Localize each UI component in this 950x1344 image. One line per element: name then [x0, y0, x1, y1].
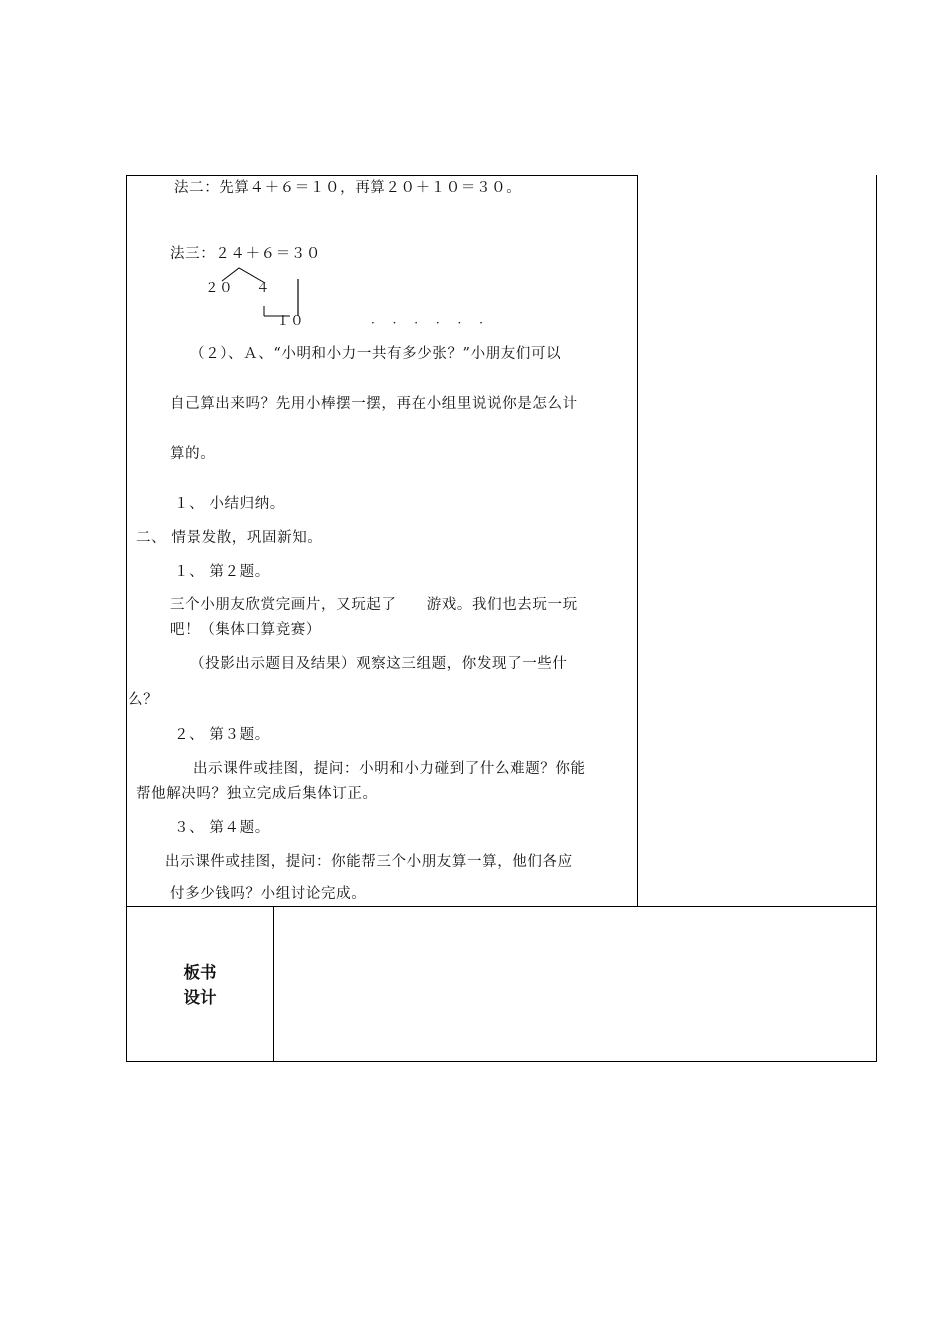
- method-three-text: 法三：２４＋６＝３０: [170, 246, 321, 262]
- split-right-number: ４: [256, 280, 271, 296]
- exercise-three-title: ２、 第３题。: [174, 727, 270, 743]
- board-design-content: [280, 912, 870, 1056]
- question-two-line-3: 算的。: [170, 446, 216, 462]
- exercise-four-title: ３、 第４题。: [174, 820, 270, 836]
- exercise-two-line-4: 么？: [128, 692, 159, 708]
- method-two-text: 法二：先算４＋６＝１０，再算２０＋１０＝３０。: [174, 180, 522, 196]
- board-design-label: [160, 960, 240, 1010]
- ellipsis-dots: · · · · · ·: [371, 316, 490, 330]
- question-two-line-2: 自己算出来吗？先用小棒摆一摆，再在小组里说说你是怎么计: [170, 396, 578, 412]
- exercise-two-line-2: 吧！（集体口算竞赛）: [170, 622, 321, 638]
- section-two-heading: 二、 情景发散，巩固新知。: [136, 530, 323, 546]
- split-left-number: ２０: [205, 280, 234, 296]
- exercise-four-line-1: 出示课件或挂图，提问：你能帮三个小朋友算一算，他们各应: [165, 854, 573, 870]
- split-sum-number: １０: [276, 313, 305, 329]
- exercise-two-line-1: 三个小朋友欣赏完画片，又玩起了 游戏。我们也去玩一玩: [170, 597, 578, 613]
- exercise-two-title: １、 第２题。: [174, 564, 270, 580]
- exercise-three-line-1: 出示课件或挂图，提问：小明和小力碰到了什么难题？你能: [193, 761, 586, 777]
- exercise-four-line-2: 付多少钱吗？小组讨论完成。: [170, 886, 367, 902]
- exercise-two-line-3: （投影出示题目及结果）观察这三组题，你发现了一些什: [190, 656, 568, 672]
- question-two-line-1: （２）、Ａ、“小明和小力一共有多少张？”小朋友们可以: [190, 346, 562, 362]
- board-label-line-2: 设计: [183, 988, 217, 1007]
- board-label-line-1: 板书: [183, 963, 217, 982]
- summary-heading: １、 小结归纳。: [174, 496, 285, 512]
- exercise-three-line-2: 帮他解决吗？独立完成后集体订正。: [136, 786, 378, 802]
